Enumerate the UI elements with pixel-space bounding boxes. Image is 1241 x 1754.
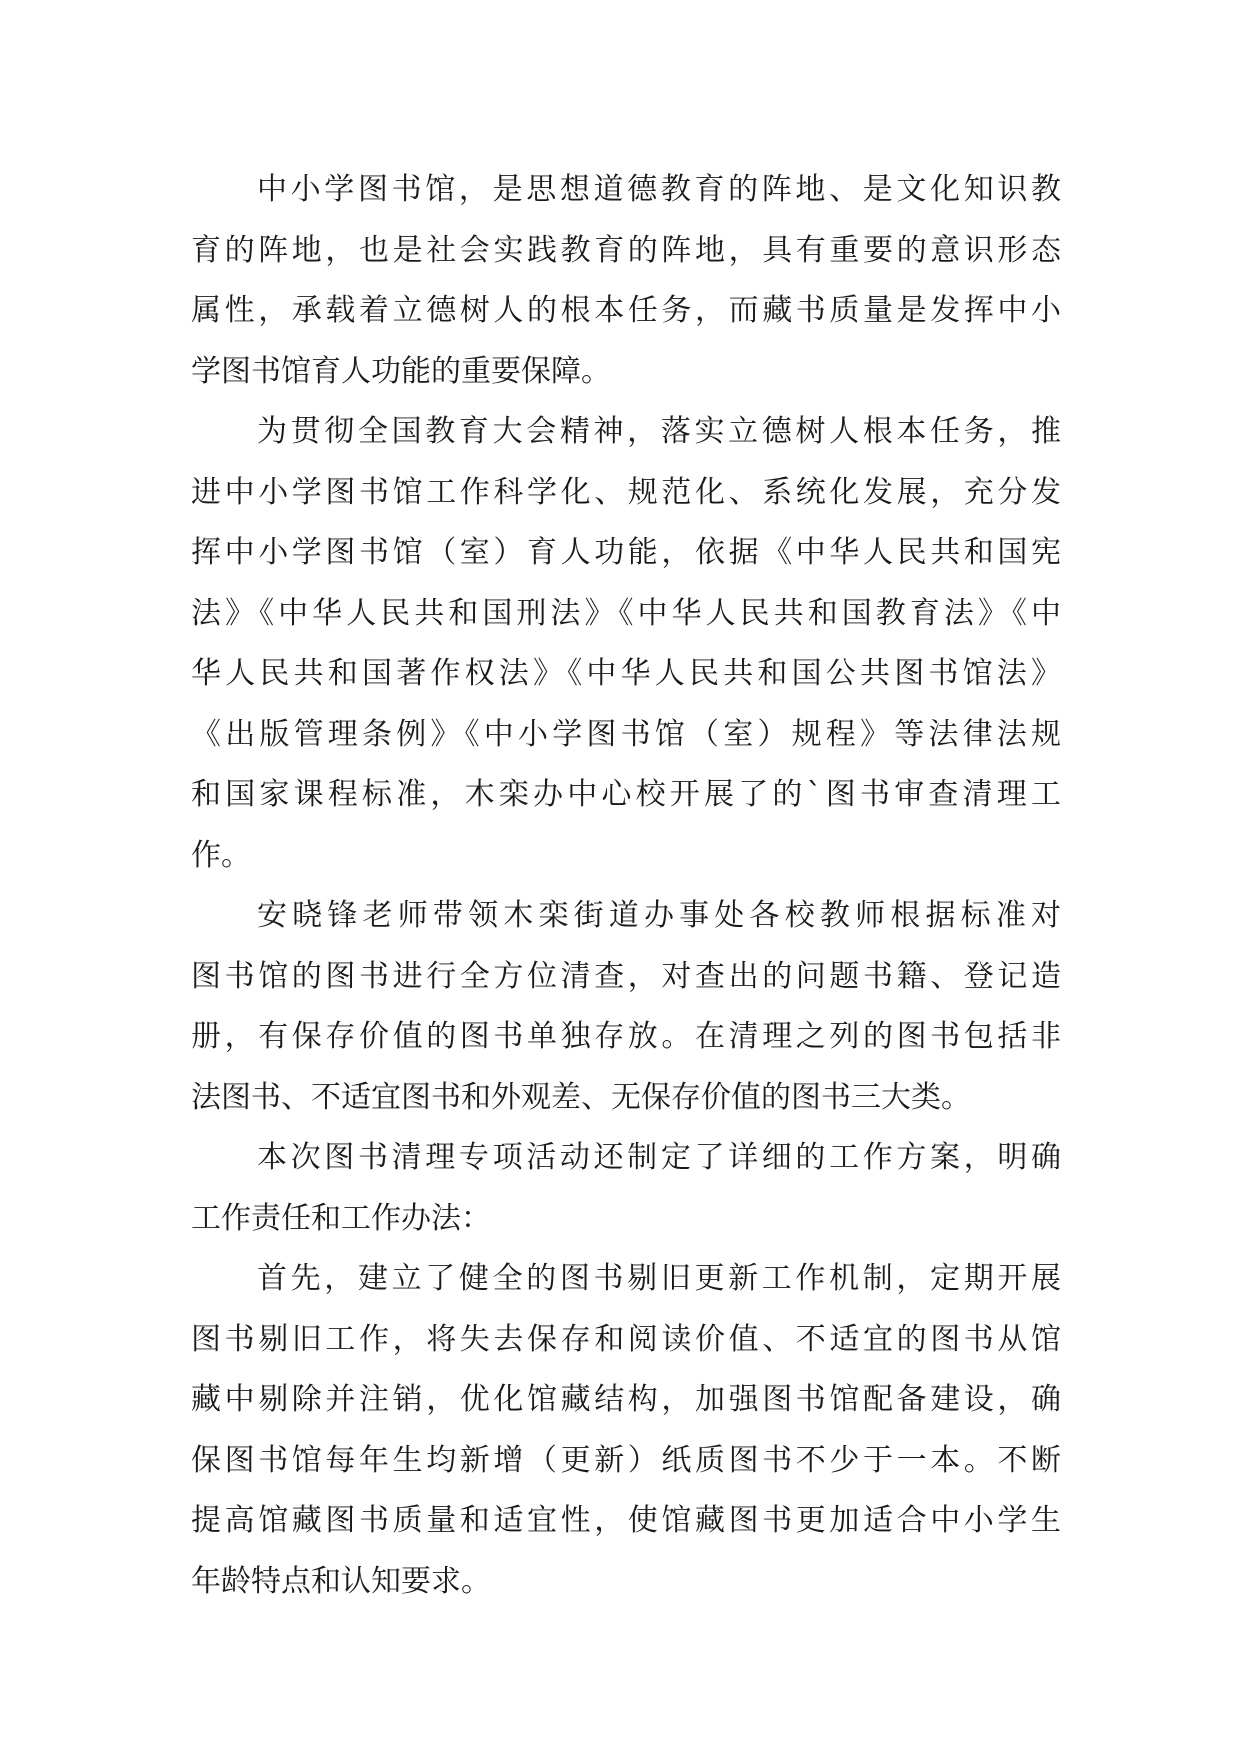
paragraph-line: 安晓锋老师带领木栾街道办事处各校教师根据标准对 [257, 898, 1061, 933]
paragraph-line: 图书剔旧工作，将失去保存和阅读价值、不适宜的图书从馆 [191, 1321, 1061, 1357]
paragraph-line: 中小学图书馆，是思想道德教育的阵地、是文化知识教 [257, 172, 1061, 207]
paragraph-line: 法图书、不适宜图书和外观差、无保存价值的图书三大类。 [191, 1079, 971, 1115]
paragraph-line: 册，有保存价值的图书单独存放。在清理之列的图书包括非 [191, 1019, 1061, 1054]
paragraph-1 [191, 160, 1061, 402]
paragraph-line: 提高馆藏图书质量和适宜性，使馆藏图书更加适合中小学生 [191, 1503, 1061, 1538]
paragraph-line: 首先，建立了健全的图书剔旧更新工作机制，定期开展 [257, 1261, 1061, 1296]
document-body [191, 160, 1061, 1612]
paragraph-line: 进中小学图书馆工作科学化、规范化、系统化发展，充分发 [191, 474, 1061, 510]
paragraph-3 [191, 886, 1061, 1128]
paragraph-line: 为贯彻全国教育大会精神，落实立德树人根本任务，推 [257, 414, 1061, 449]
paragraph-line: 和国家课程标准，木栾办中心校开展了的`图书审查清理工 [191, 777, 1061, 812]
paragraph-line: 工作责任和工作办法： [191, 1200, 491, 1236]
paragraph-line: 属性，承载着立德树人的根本任务，而藏书质量是发挥中小 [191, 293, 1061, 328]
paragraph-2 [191, 402, 1061, 886]
paragraph-line: 挥中小学图书馆（室）育人功能，依据《中华人民共和国宪 [191, 535, 1061, 570]
paragraph-line: 作。 [191, 837, 251, 873]
paragraph-line: 本次图书清理专项活动还制定了详细的工作方案，明确 [257, 1140, 1061, 1175]
paragraph-line: 学图书馆育人功能的重要保障。 [191, 353, 611, 389]
paragraph-line: 年龄特点和认知要求。 [191, 1563, 491, 1599]
paragraph-line: 华人民共和国著作权法》《中华人民共和国公共图书馆法》 [191, 656, 1061, 691]
paragraph-4 [191, 1128, 1061, 1249]
paragraph-line: 图书馆的图书进行全方位清查，对查出的问题书籍、登记造 [191, 958, 1061, 994]
paragraph-line: 保图书馆每年生均新增（更新）纸质图书不少于一本。不断 [191, 1442, 1061, 1478]
paragraph-line: 育的阵地，也是社会实践教育的阵地，具有重要的意识形态 [191, 232, 1061, 268]
paragraph-line: 法》《中华人民共和国刑法》《中华人民共和国教育法》《中 [191, 595, 1061, 631]
paragraph-line: 《出版管理条例》《中小学图书馆（室）规程》等法律法规 [191, 716, 1061, 752]
paragraph-line: 藏中剔除并注销，优化馆藏结构，加强图书馆配备建设，确 [191, 1382, 1061, 1417]
paragraph-5 [191, 1249, 1061, 1612]
